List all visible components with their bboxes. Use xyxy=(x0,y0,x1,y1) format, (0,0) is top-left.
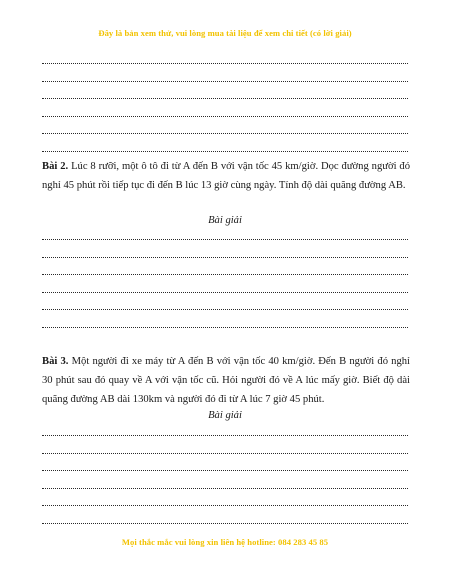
answer-line xyxy=(42,505,408,506)
answer-line xyxy=(42,133,408,134)
answer-line xyxy=(42,63,408,64)
problem-3 xyxy=(42,352,410,409)
answer-line xyxy=(42,488,408,489)
answer-lines-previous xyxy=(42,63,408,152)
footer-banner: Mọi thắc mắc vui lòng xin liên hệ hotline: 084 283 45 85 xyxy=(121,537,329,547)
answer-line xyxy=(42,292,408,293)
answer-line xyxy=(42,81,408,82)
problem-2-solution-title: Bài giải xyxy=(208,215,242,226)
problem-2-label: Bài 2. xyxy=(42,161,69,172)
answer-line xyxy=(42,239,408,240)
header-banner: Đây là bản xem thử, vui lòng mua tài liệu để xem chi tiết (có lời giải) xyxy=(98,28,352,38)
answer-lines-problem-3 xyxy=(42,435,408,524)
problem-2-text: Lúc 8 rưỡi, một ô tô đi từ A đến B với vận tốc 45 km/giờ. Dọc đường người đó nghỉ 45 phút rồi tiếp tục đi đến B lúc 13 giờ cùng ngày. Tính độ dài quãng đường AB. xyxy=(42,161,411,191)
answer-line xyxy=(42,116,408,117)
answer-line xyxy=(42,98,408,99)
answer-line xyxy=(42,470,408,471)
problem-3-solution-title: Bài giải xyxy=(208,410,242,421)
answer-lines-problem-2 xyxy=(42,239,408,328)
answer-line xyxy=(42,257,408,258)
answer-line xyxy=(42,309,408,310)
problem-2 xyxy=(42,157,410,195)
problem-3-label: Bài 3. xyxy=(42,356,69,367)
answer-line xyxy=(42,453,408,454)
answer-line xyxy=(42,274,408,275)
problem-3-text: Một người đi xe máy từ A đến B với vận tốc 40 km/giờ. Đến B người đó nghỉ 30 phút sau đó quay về A với vận tốc cũ. Hỏi người đó về A lúc mấy giờ. Biết độ dài quãng đường AB dài 130km và người đó đi từ A lúc 7 giờ 45 phút. xyxy=(42,356,411,405)
answer-line xyxy=(42,435,408,436)
answer-line xyxy=(42,523,408,524)
answer-line xyxy=(42,151,408,152)
answer-line xyxy=(42,327,408,328)
